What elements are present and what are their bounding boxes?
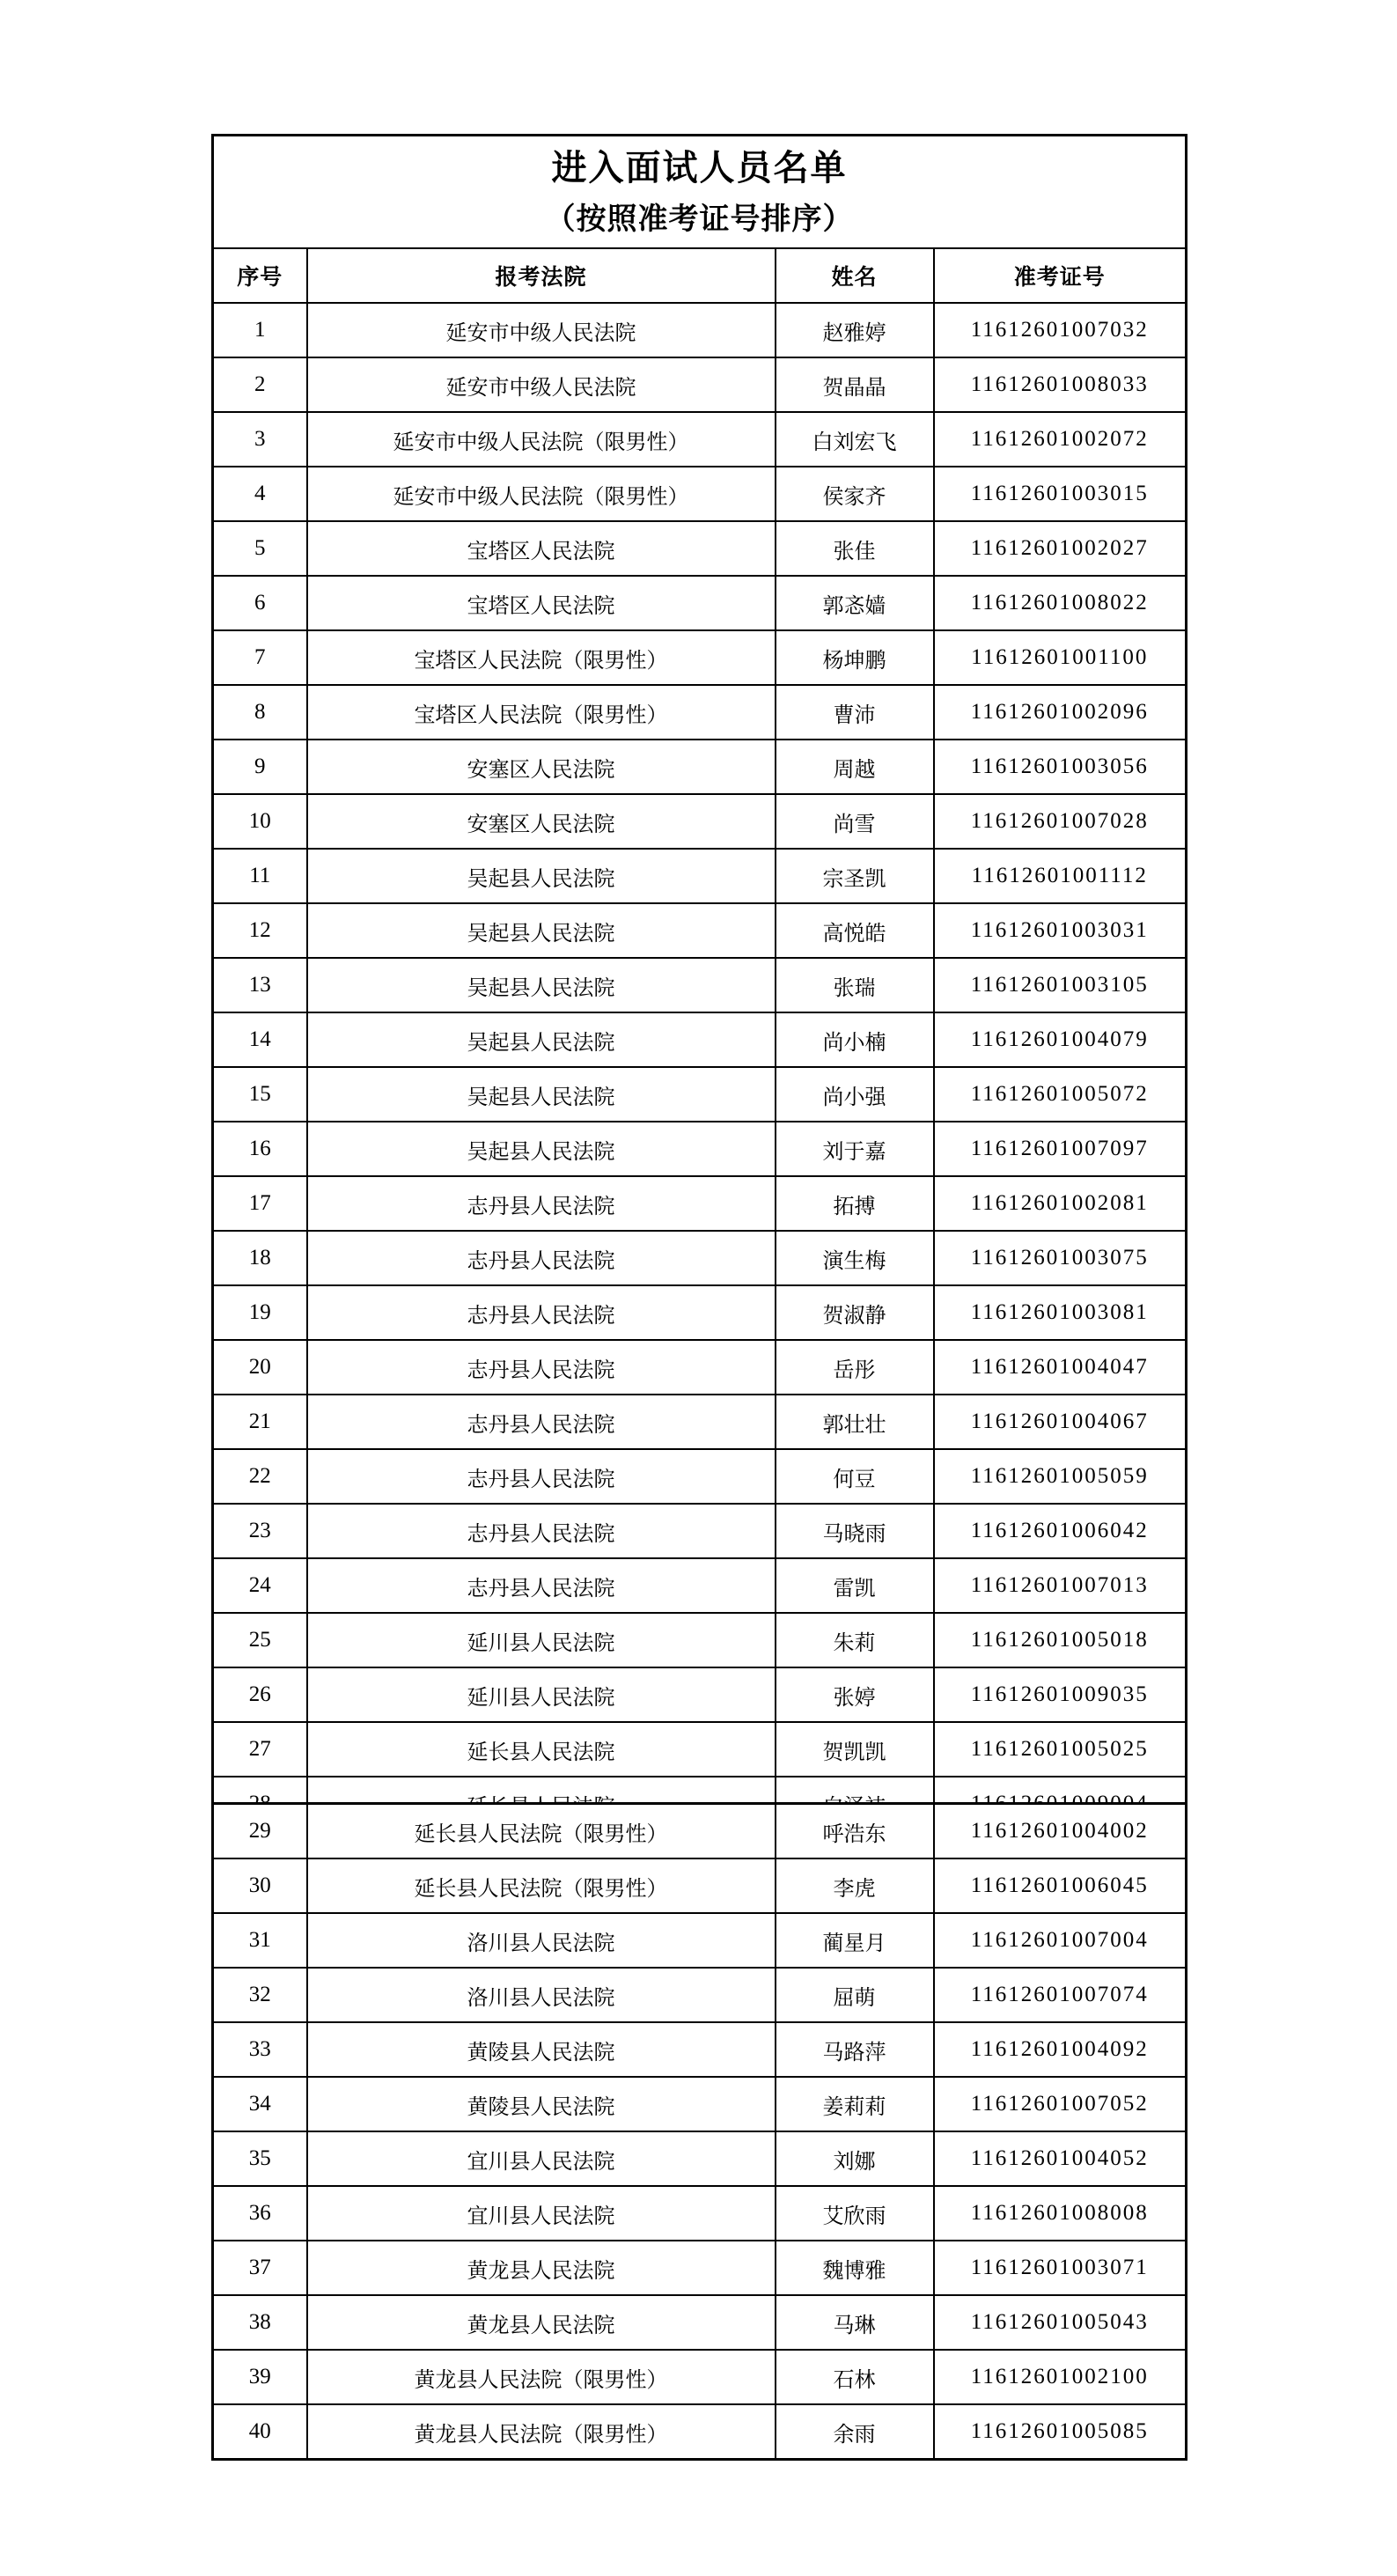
court-cell: 吴起县人民法院	[307, 1067, 776, 1122]
index-cell: 37	[213, 2241, 307, 2295]
index-cell: 13	[213, 958, 307, 1012]
table-row	[213, 2131, 1187, 2186]
name-cell: 白刘宏飞	[776, 412, 934, 467]
col-header-name: 姓名	[776, 248, 934, 303]
index-cell: 9	[213, 740, 307, 794]
ticket-cell: 11612601007028	[934, 794, 1187, 849]
court-cell: 洛川县人民法院	[307, 1913, 776, 1968]
table-row	[213, 903, 1187, 958]
table-row	[213, 1613, 1187, 1667]
court-cell: 志丹县人民法院	[307, 1395, 776, 1449]
ticket-cell: 11612601002100	[934, 2350, 1187, 2404]
court-cell: 黄陵县人民法院	[307, 2022, 776, 2077]
table-row	[213, 576, 1187, 630]
name-cell: 石林	[776, 2350, 934, 2404]
table-row	[213, 1122, 1187, 1176]
index-cell: 8	[213, 685, 307, 740]
court-cell: 吴起县人民法院	[307, 903, 776, 958]
court-cell: 宝塔区人民法院	[307, 521, 776, 576]
table-row	[213, 1804, 1187, 1859]
ticket-cell: 11612601005085	[934, 2404, 1187, 2460]
table-row	[213, 1722, 1187, 1777]
court-cell: 志丹县人民法院	[307, 1285, 776, 1340]
name-cell: 张佳	[776, 521, 934, 576]
name-cell: 周越	[776, 740, 934, 794]
table-row	[213, 1504, 1187, 1558]
table-row	[213, 2350, 1187, 2404]
ticket-cell: 11612601002096	[934, 685, 1187, 740]
ticket-cell: 11612601006045	[934, 1858, 1187, 1913]
title-cell	[213, 136, 1187, 249]
name-cell: 李虎	[776, 1858, 934, 1913]
ticket-cell: 11612601002027	[934, 521, 1187, 576]
ticket-cell: 11612601003071	[934, 2241, 1187, 2295]
name-cell: 高悦皓	[776, 903, 934, 958]
table-row	[213, 1913, 1187, 1968]
index-cell: 30	[213, 1858, 307, 1913]
ticket-cell: 11612601007032	[934, 303, 1187, 357]
name-cell: 艾欣雨	[776, 2186, 934, 2241]
name-cell: 刘于嘉	[776, 1122, 934, 1176]
col-header-ticket: 准考证号	[934, 248, 1187, 303]
table-row	[213, 1285, 1187, 1340]
interview-list-table	[211, 134, 1187, 1833]
document-subtitle: （按照准考证号排序）	[545, 203, 854, 236]
court-cell: 延长县人民法院	[307, 1722, 776, 1777]
name-cell: 魏博雅	[776, 2241, 934, 2295]
ticket-cell: 11612601003081	[934, 1285, 1187, 1340]
table-row	[213, 412, 1187, 467]
name-cell: 何豆	[776, 1449, 934, 1504]
ticket-cell: 11612601004047	[934, 1340, 1187, 1395]
table-row	[213, 2022, 1187, 2077]
index-cell: 33	[213, 2022, 307, 2077]
name-cell: 贺淑静	[776, 1285, 934, 1340]
index-cell: 5	[213, 521, 307, 576]
name-cell: 呼浩东	[776, 1804, 934, 1859]
index-cell: 6	[213, 576, 307, 630]
court-cell: 志丹县人民法院	[307, 1176, 776, 1231]
index-cell: 23	[213, 1504, 307, 1558]
ticket-cell: 11612601007013	[934, 1558, 1187, 1613]
index-cell: 40	[213, 2404, 307, 2460]
ticket-cell: 11612601004052	[934, 2131, 1187, 2186]
ticket-cell: 11612601001100	[934, 630, 1187, 685]
table-row	[213, 2241, 1187, 2295]
name-cell: 侯家齐	[776, 467, 934, 521]
name-cell: 雷凯	[776, 1558, 934, 1613]
index-cell: 1	[213, 303, 307, 357]
name-cell: 张婷	[776, 1667, 934, 1722]
table-row	[213, 1667, 1187, 1722]
document-title: 进入面试人员名单	[551, 148, 848, 188]
table-row	[213, 1449, 1187, 1504]
table-row	[213, 2404, 1187, 2460]
name-cell: 姜莉莉	[776, 2077, 934, 2131]
table-row	[213, 1395, 1187, 1449]
court-cell: 延川县人民法院	[307, 1613, 776, 1667]
court-cell: 安塞区人民法院	[307, 794, 776, 849]
ticket-cell: 11612601005059	[934, 1449, 1187, 1504]
name-cell: 蔺星月	[776, 1913, 934, 1968]
name-cell: 张瑞	[776, 958, 934, 1012]
court-cell: 延安市中级人民法院（限男性）	[307, 467, 776, 521]
index-cell: 29	[213, 1804, 307, 1859]
index-cell: 16	[213, 1122, 307, 1176]
index-cell: 15	[213, 1067, 307, 1122]
court-cell: 延长县人民法院（限男性）	[307, 1804, 776, 1859]
table-header-row	[213, 248, 1187, 303]
index-cell: 2	[213, 357, 307, 412]
name-cell: 尚小楠	[776, 1012, 934, 1067]
index-cell: 11	[213, 849, 307, 903]
court-cell: 宜川县人民法院	[307, 2186, 776, 2241]
ticket-cell: 11612601007097	[934, 1122, 1187, 1176]
table-row	[213, 1012, 1187, 1067]
name-cell: 演生梅	[776, 1231, 934, 1285]
court-cell: 宝塔区人民法院（限男性）	[307, 630, 776, 685]
court-cell: 吴起县人民法院	[307, 1122, 776, 1176]
index-cell: 25	[213, 1613, 307, 1667]
index-cell: 17	[213, 1176, 307, 1231]
index-cell: 10	[213, 794, 307, 849]
index-cell: 14	[213, 1012, 307, 1067]
index-cell: 21	[213, 1395, 307, 1449]
ticket-cell: 11612601008033	[934, 357, 1187, 412]
name-cell: 曹沛	[776, 685, 934, 740]
name-cell: 马路萍	[776, 2022, 934, 2077]
ticket-cell: 11612601005043	[934, 2295, 1187, 2350]
ticket-cell: 11612601007052	[934, 2077, 1187, 2131]
table-row	[213, 794, 1187, 849]
table-row	[213, 2186, 1187, 2241]
table-row	[213, 1231, 1187, 1285]
ticket-cell: 11612601002072	[934, 412, 1187, 467]
index-cell: 3	[213, 412, 307, 467]
ticket-cell: 11612601003031	[934, 903, 1187, 958]
ticket-cell: 11612601003105	[934, 958, 1187, 1012]
index-cell: 18	[213, 1231, 307, 1285]
name-cell: 余雨	[776, 2404, 934, 2460]
name-cell: 郭忞嫱	[776, 576, 934, 630]
name-cell: 马晓雨	[776, 1504, 934, 1558]
table-row	[213, 303, 1187, 357]
court-cell: 黄龙县人民法院（限男性）	[307, 2350, 776, 2404]
index-cell: 32	[213, 1968, 307, 2022]
interview-list-table-continued	[211, 1802, 1187, 2461]
table-body-main	[213, 303, 1187, 1832]
ticket-cell: 11612601008008	[934, 2186, 1187, 2241]
name-cell: 宗圣凯	[776, 849, 934, 903]
table-row	[213, 521, 1187, 576]
index-cell: 39	[213, 2350, 307, 2404]
table-row	[213, 1067, 1187, 1122]
table-row	[213, 2077, 1187, 2131]
index-cell: 26	[213, 1667, 307, 1722]
ticket-cell: 11612601005072	[934, 1067, 1187, 1122]
name-cell: 屈萌	[776, 1968, 934, 2022]
ticket-cell: 11612601005025	[934, 1722, 1187, 1777]
col-header-index: 序号	[213, 248, 307, 303]
title-row	[213, 136, 1187, 249]
table-body-continued	[213, 1804, 1187, 2460]
table-row	[213, 1176, 1187, 1231]
name-cell: 尚雪	[776, 794, 934, 849]
court-cell: 志丹县人民法院	[307, 1558, 776, 1613]
table-row	[213, 357, 1187, 412]
name-cell: 贺凯凯	[776, 1722, 934, 1777]
court-cell: 黄陵县人民法院	[307, 2077, 776, 2131]
table-row	[213, 740, 1187, 794]
ticket-cell: 11612601004002	[934, 1804, 1187, 1859]
index-cell: 31	[213, 1913, 307, 1968]
court-cell: 志丹县人民法院	[307, 1449, 776, 1504]
name-cell: 郭壮壮	[776, 1395, 934, 1449]
court-cell: 宝塔区人民法院（限男性）	[307, 685, 776, 740]
court-cell: 延安市中级人民法院（限男性）	[307, 412, 776, 467]
ticket-cell: 11612601009035	[934, 1667, 1187, 1722]
index-cell: 35	[213, 2131, 307, 2186]
court-cell: 黄龙县人民法院（限男性）	[307, 2404, 776, 2460]
court-cell: 洛川县人民法院	[307, 1968, 776, 2022]
court-cell: 黄龙县人民法院	[307, 2241, 776, 2295]
court-cell: 黄龙县人民法院	[307, 2295, 776, 2350]
ticket-cell: 11612601008022	[934, 576, 1187, 630]
index-cell: 19	[213, 1285, 307, 1340]
name-cell: 刘娜	[776, 2131, 934, 2186]
court-cell: 宜川县人民法院	[307, 2131, 776, 2186]
ticket-cell: 11612601003015	[934, 467, 1187, 521]
name-cell: 尚小强	[776, 1067, 934, 1122]
table-row	[213, 630, 1187, 685]
court-cell: 延安市中级人民法院	[307, 303, 776, 357]
table-row	[213, 2295, 1187, 2350]
court-cell: 延安市中级人民法院	[307, 357, 776, 412]
court-cell: 志丹县人民法院	[307, 1340, 776, 1395]
table-row	[213, 958, 1187, 1012]
name-cell: 岳彤	[776, 1340, 934, 1395]
index-cell: 4	[213, 467, 307, 521]
index-cell: 34	[213, 2077, 307, 2131]
court-cell: 宝塔区人民法院	[307, 576, 776, 630]
court-cell: 延长县人民法院（限男性）	[307, 1858, 776, 1913]
court-cell: 吴起县人民法院	[307, 958, 776, 1012]
index-cell: 12	[213, 903, 307, 958]
name-cell: 杨坤鹏	[776, 630, 934, 685]
ticket-cell: 11612601002081	[934, 1176, 1187, 1231]
court-cell: 吴起县人民法院	[307, 849, 776, 903]
ticket-cell: 11612601007004	[934, 1913, 1187, 1968]
index-cell: 22	[213, 1449, 307, 1504]
table-row	[213, 1558, 1187, 1613]
court-cell: 志丹县人民法院	[307, 1504, 776, 1558]
col-header-court: 报考法院	[307, 248, 776, 303]
name-cell: 马琳	[776, 2295, 934, 2350]
court-cell: 安塞区人民法院	[307, 740, 776, 794]
court-cell: 吴起县人民法院	[307, 1012, 776, 1067]
index-cell: 7	[213, 630, 307, 685]
index-cell: 38	[213, 2295, 307, 2350]
name-cell: 贺晶晶	[776, 357, 934, 412]
ticket-cell: 11612601005018	[934, 1613, 1187, 1667]
ticket-cell: 11612601003056	[934, 740, 1187, 794]
table-row	[213, 685, 1187, 740]
index-cell: 27	[213, 1722, 307, 1777]
table-row	[213, 1858, 1187, 1913]
name-cell: 赵雅婷	[776, 303, 934, 357]
ticket-cell: 11612601006042	[934, 1504, 1187, 1558]
table-row	[213, 849, 1187, 903]
index-cell: 20	[213, 1340, 307, 1395]
table-row	[213, 467, 1187, 521]
ticket-cell: 11612601004067	[934, 1395, 1187, 1449]
name-cell: 拓搏	[776, 1176, 934, 1231]
court-cell: 延川县人民法院	[307, 1667, 776, 1722]
name-cell: 朱莉	[776, 1613, 934, 1667]
ticket-cell: 11612601007074	[934, 1968, 1187, 2022]
ticket-cell: 11612601003075	[934, 1231, 1187, 1285]
table-row	[213, 1968, 1187, 2022]
ticket-cell: 11612601001112	[934, 849, 1187, 903]
index-cell: 24	[213, 1558, 307, 1613]
table-row	[213, 1340, 1187, 1395]
index-cell: 36	[213, 2186, 307, 2241]
court-cell: 志丹县人民法院	[307, 1231, 776, 1285]
ticket-cell: 11612601004092	[934, 2022, 1187, 2077]
ticket-cell: 11612601004079	[934, 1012, 1187, 1067]
